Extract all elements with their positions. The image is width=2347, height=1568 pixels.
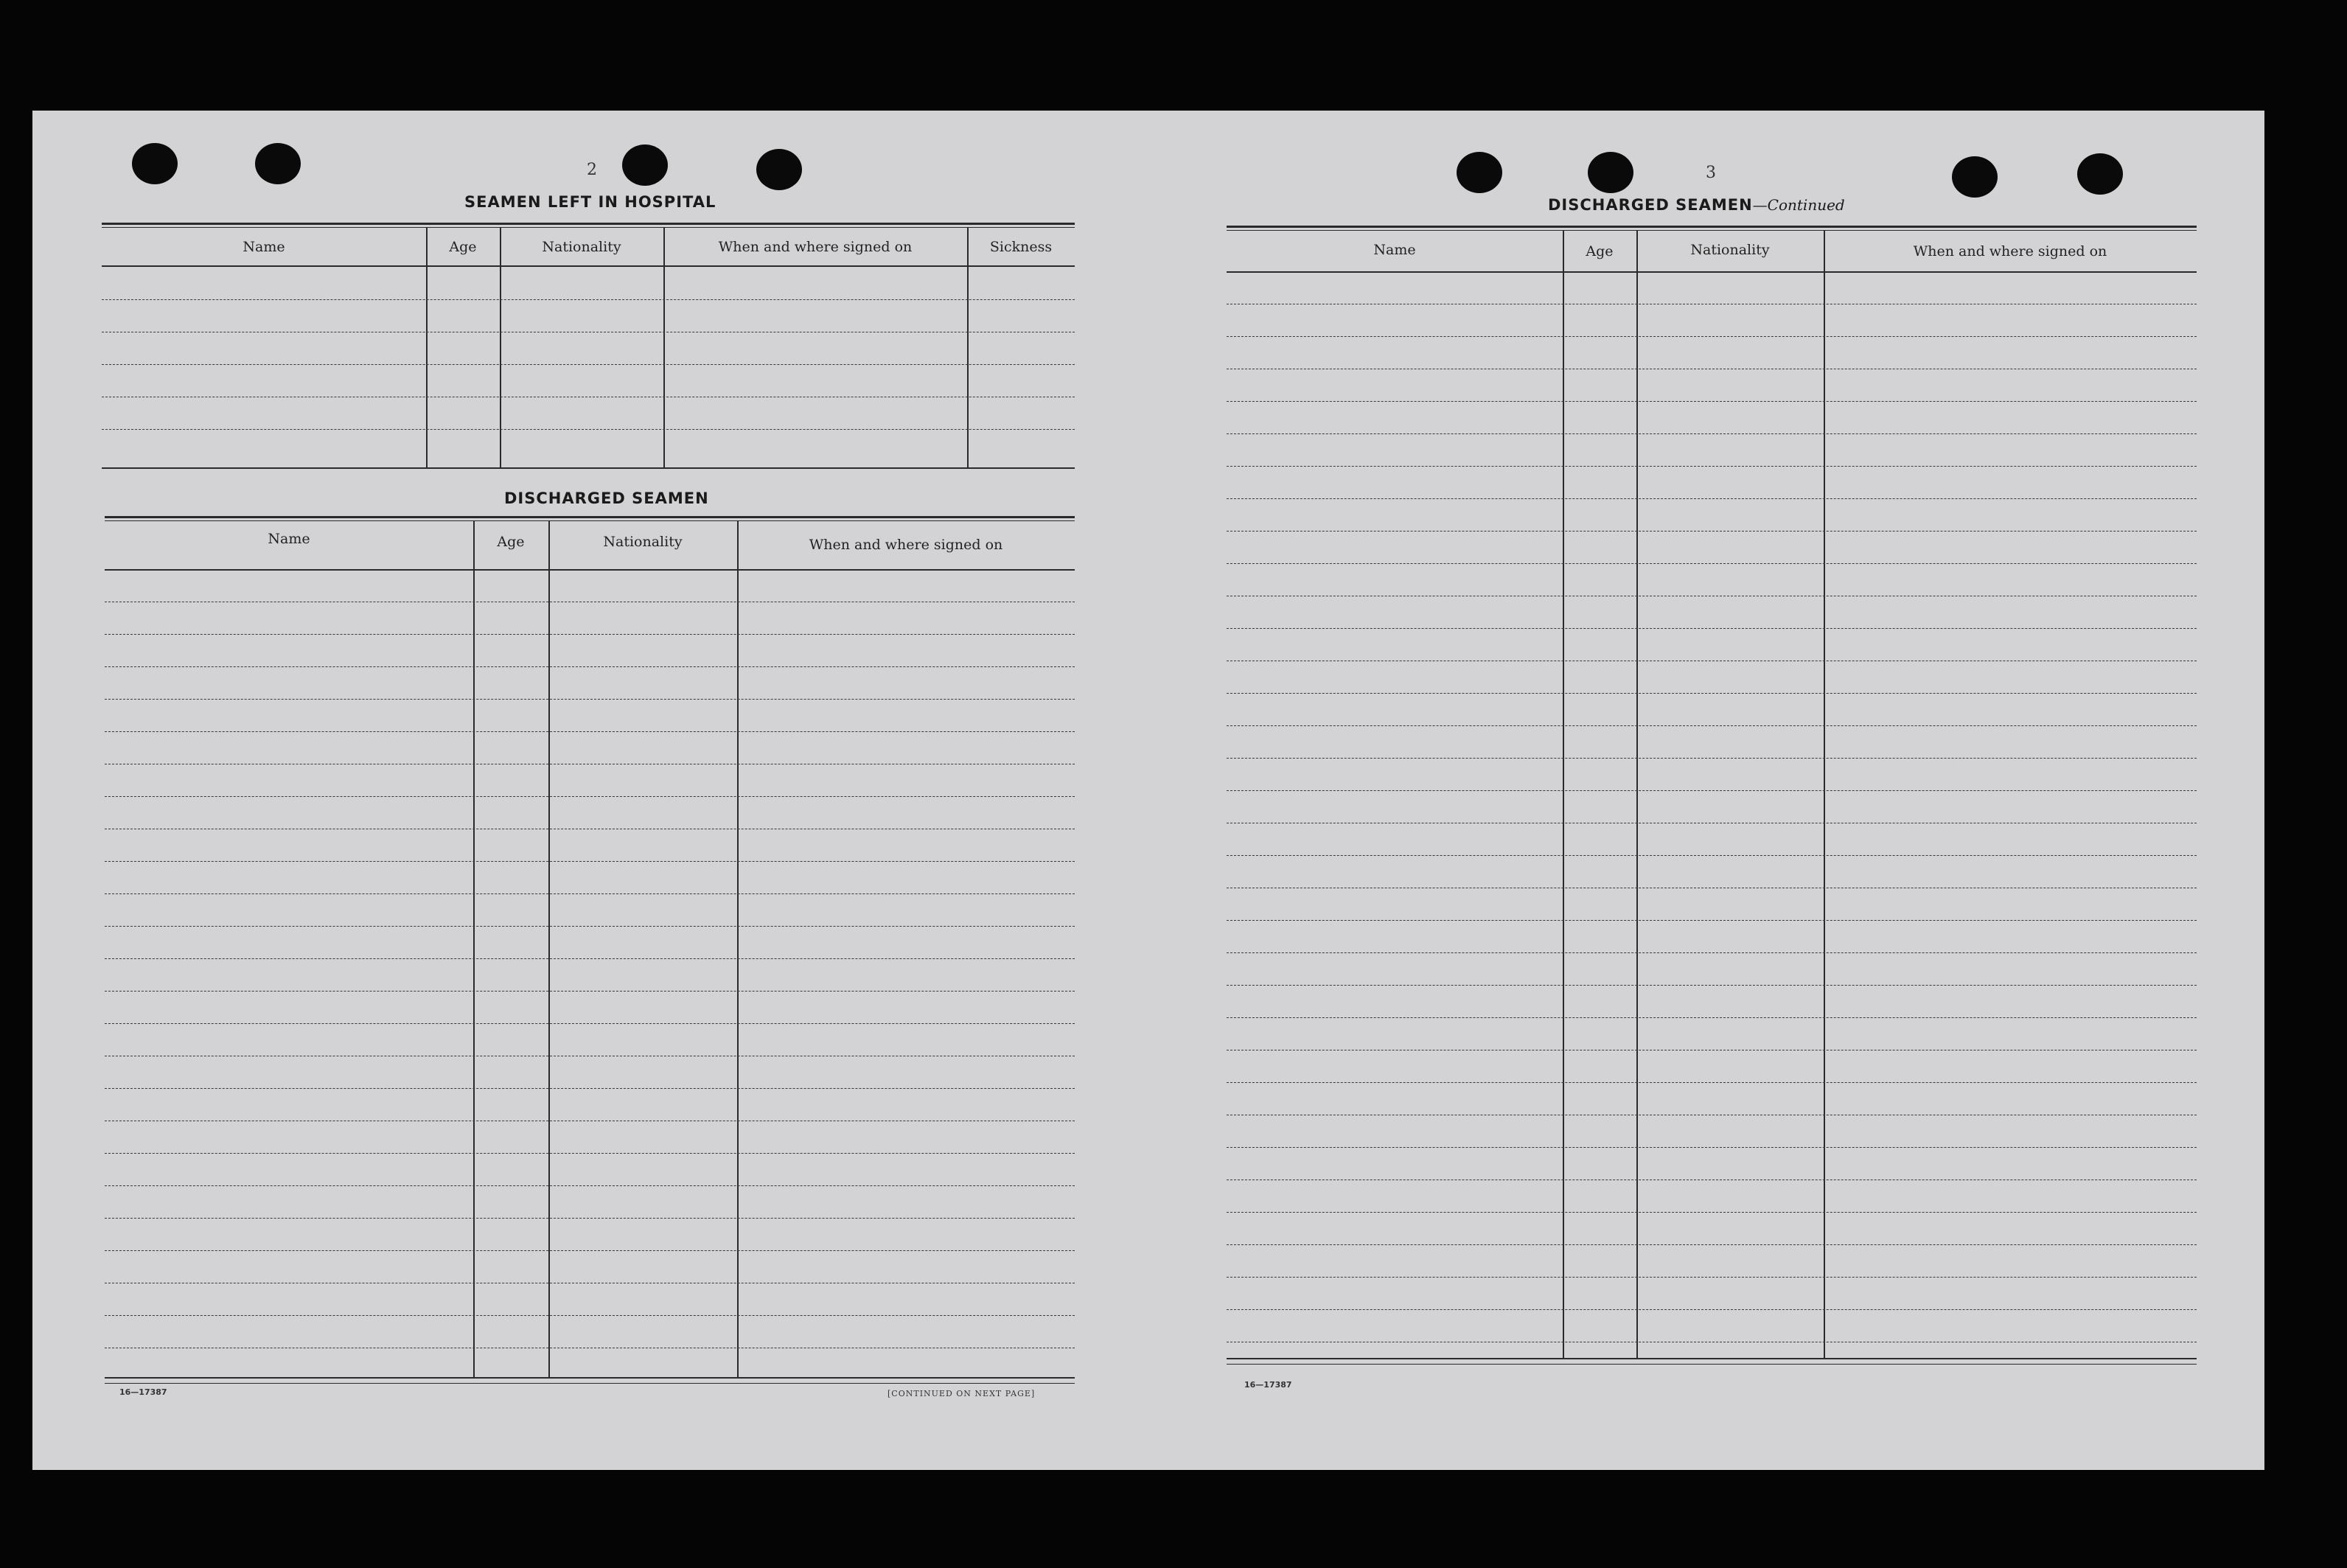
punch-hole-decoration (1952, 156, 1998, 198)
form-sheet (32, 111, 2264, 1470)
discharged-section-title-right (1548, 196, 1845, 214)
hospital-col-age: Age (449, 239, 477, 255)
table-row (105, 1088, 1075, 1089)
table-row (1227, 725, 2197, 726)
table-row (1227, 1277, 2197, 1278)
punch-hole-decoration (132, 143, 178, 184)
table-row (105, 1218, 1075, 1219)
discharged-right-col-age: Age (1586, 243, 1614, 259)
punch-hole-decoration (756, 149, 802, 190)
punch-hole-decoration (1457, 152, 1502, 193)
discharged-table-right (1227, 226, 2197, 1368)
table-row (1227, 336, 2197, 337)
table-row (1227, 563, 2197, 564)
discharged-table-left (105, 516, 1075, 1386)
table-row (105, 893, 1075, 894)
hospital-col-nationality: Nationality (542, 239, 621, 255)
page-number-right: 3 (1706, 164, 1716, 182)
discharged-title-text: DISCHARGED SEAMEN (1548, 196, 1753, 214)
table-row (1227, 985, 2197, 986)
continued-note: [CONTINUED ON NEXT PAGE] (887, 1389, 1036, 1398)
table-row (1227, 920, 2197, 921)
discharged-right-col-nationality: Nationality (1690, 242, 1770, 258)
table-row (1227, 1017, 2197, 1018)
table-row (1227, 466, 2197, 467)
table-row (1227, 1212, 2197, 1213)
table-row (105, 634, 1075, 635)
discharged-title-suffix: —Continued (1752, 196, 1845, 214)
table-row (105, 731, 1075, 732)
punch-hole-decoration (1588, 152, 1633, 193)
hospital-col-name: Name (243, 239, 285, 255)
discharged-left-col-signed-on: When and where signed on (809, 537, 1003, 553)
table-row (1227, 401, 2197, 402)
table-row (1227, 531, 2197, 532)
table-row (105, 1315, 1075, 1316)
table-row (1227, 952, 2197, 953)
table-row (1227, 1147, 2197, 1148)
table-row (105, 666, 1075, 667)
page-number-left: 2 (587, 161, 597, 179)
table-row (102, 364, 1075, 365)
table-row (102, 429, 1075, 430)
punch-hole-decoration (255, 143, 301, 184)
table-row (1227, 1309, 2197, 1310)
table-row (1227, 855, 2197, 856)
discharged-right-col-name: Name (1373, 242, 1416, 258)
table-row (105, 796, 1075, 797)
table-row (105, 958, 1075, 959)
table-row (105, 861, 1075, 862)
punch-hole-decoration (622, 144, 668, 186)
discharged-right-col-signed-on: When and where signed on (1913, 243, 2107, 259)
table-row (105, 1153, 1075, 1154)
table-row (105, 1185, 1075, 1186)
hospital-col-sickness: Sickness (989, 239, 1053, 255)
form-number-left: 16—17387 (119, 1387, 167, 1397)
table-row (1227, 1082, 2197, 1083)
table-row (1227, 433, 2197, 434)
hospital-col-signed-on: When and where signed on (718, 239, 913, 255)
form-number-right: 16—17387 (1244, 1380, 1292, 1390)
discharged-left-col-name: Name (268, 531, 310, 547)
table-row (102, 299, 1075, 300)
hospital-table (102, 223, 1075, 470)
table-row (105, 991, 1075, 992)
table-row (1227, 1244, 2197, 1245)
table-row (105, 699, 1075, 700)
discharged-section-title-left: DISCHARGED SEAMEN (504, 489, 709, 507)
hospital-section-title: SEAMEN LEFT IN HOSPITAL (464, 193, 716, 211)
table-row (1227, 693, 2197, 694)
table-row (1227, 758, 2197, 759)
table-row (1227, 498, 2197, 499)
table-row (105, 1023, 1075, 1024)
table-row (105, 1250, 1075, 1251)
table-row (1227, 628, 2197, 629)
punch-hole-decoration (2077, 153, 2123, 195)
discharged-left-col-age: Age (497, 534, 525, 550)
table-row (1227, 790, 2197, 791)
discharged-left-col-nationality: Nationality (603, 534, 683, 550)
table-row (105, 926, 1075, 927)
